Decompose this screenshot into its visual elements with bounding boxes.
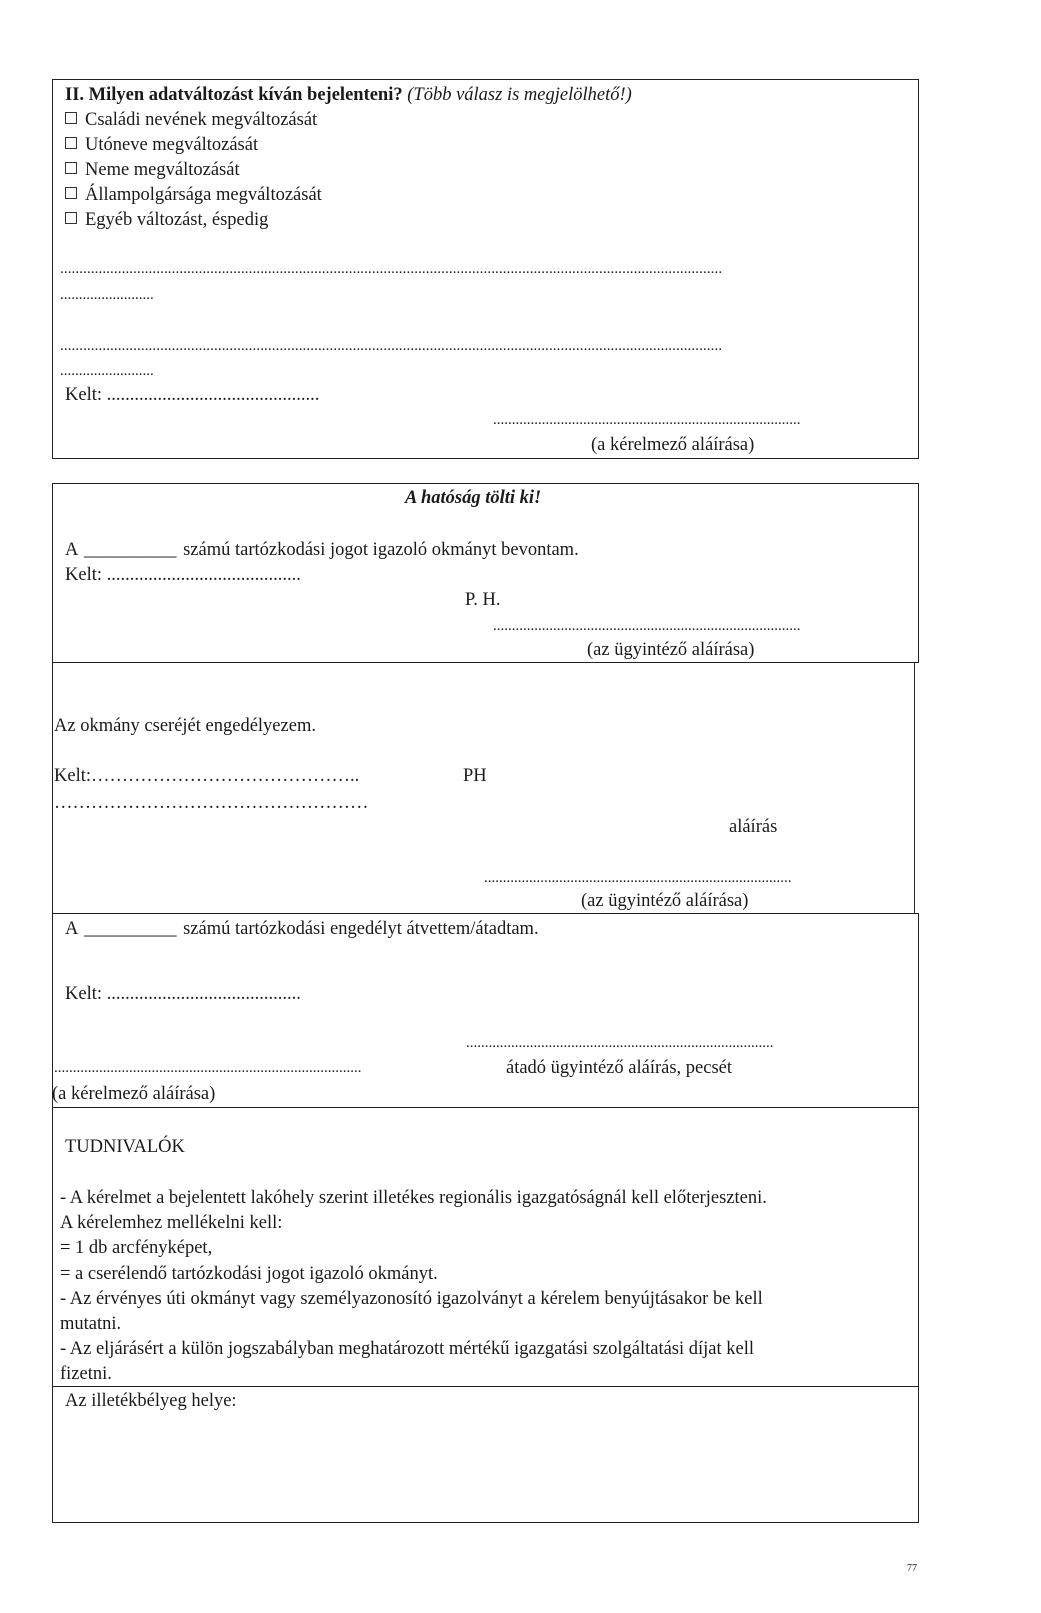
other-details-line-1[interactable]: ............................................................................................................................................................................	[60, 261, 723, 277]
section-heading	[65, 84, 632, 106]
info-line: - Az eljárásért a külön jogszabályban meghatározott mértékű igazgatási szolgáltatási díjat kell	[60, 1339, 755, 1359]
handover-date-field[interactable]: Kelt: ..........................................	[65, 984, 301, 1004]
handover-applicant-signature-line[interactable]: ..................................................................................	[54, 1060, 362, 1076]
date-field[interactable]: Kelt: ..............................................	[65, 385, 320, 405]
checkbox-icon[interactable]	[65, 212, 77, 224]
exchange-signature-line[interactable]: ..................................................................................	[484, 870, 792, 886]
permit-number-field[interactable]: __________	[83, 919, 177, 939]
info-line: mutatni.	[60, 1314, 122, 1334]
handover-clerk-signature-line[interactable]: ..................................................................................	[466, 1035, 774, 1051]
section-heading-text: II. Milyen adatváltozást kíván bejelenteni?	[65, 85, 403, 105]
info-line: - Az érvényes úti okmányt vagy személyazonosító igazolványt a kérelem benyújtásakor be kell	[60, 1289, 763, 1309]
option-gender[interactable]	[65, 159, 240, 181]
stamp-place-label: Az illetékbélyeg helye:	[65, 1391, 237, 1411]
handover-prefix: A	[65, 919, 78, 939]
info-line: A kérelemhez mellékelni kell:	[60, 1213, 283, 1233]
info-line: = 1 db arcfényképet,	[60, 1238, 213, 1258]
option-family-name[interactable]	[65, 109, 317, 131]
applicant-signature-line[interactable]: ..................................................................................	[493, 412, 801, 428]
exchange-dots-line[interactable]: ……………………………………………	[54, 793, 369, 813]
page-number: 77	[907, 1563, 917, 1574]
revoked-prefix: A	[65, 540, 78, 560]
section-handover	[52, 913, 919, 1108]
exchange-signature-caption: (az ügyintéző aláírása)	[581, 891, 749, 911]
revoked-text: számú tartózkodási jogot igazoló okmányt bevontam.	[183, 540, 579, 560]
clerk-signature-line[interactable]: ..................................................................................	[493, 618, 801, 634]
option-label: Egyéb változást, éspedig	[85, 210, 269, 230]
document-number-field[interactable]: __________	[83, 540, 177, 560]
handover-text: számú tartózkodási engedélyt átvettem/átadtam.	[183, 919, 539, 939]
authority-stamp-label: P. H.	[465, 590, 501, 610]
info-line: = a cserélendő tartózkodási jogot igazoló okmányt.	[60, 1264, 438, 1284]
applicant-signature-caption: (a kérelmező aláírása)	[591, 435, 755, 455]
option-label: Családi nevének megváltozását	[85, 110, 318, 130]
exchange-signature-label: aláírás	[729, 817, 778, 837]
info-title: TUDNIVALÓK	[65, 1137, 185, 1157]
option-given-name[interactable]	[65, 134, 258, 156]
info-line: fizetni.	[60, 1364, 112, 1384]
info-line: - A kérelmet a bejelentett lakóhely szerint illetékes regionális igazgatóságnál kell előterjeszteni.	[60, 1188, 767, 1208]
checkbox-icon[interactable]	[65, 187, 77, 199]
option-other[interactable]	[65, 209, 268, 231]
handover-applicant-caption: (a kérelmező aláírása)	[52, 1084, 216, 1104]
authority-date-field[interactable]: Kelt: ..........................................	[65, 565, 301, 585]
revoked-statement	[65, 539, 579, 561]
option-label: Neme megváltozását	[85, 160, 240, 180]
checkbox-icon[interactable]	[65, 162, 77, 174]
option-label: Utóneve megváltozását	[85, 135, 259, 155]
option-label: Állampolgársága megváltozását	[85, 185, 322, 205]
other-details-line-1b[interactable]: .........................	[60, 287, 154, 303]
other-details-line-2[interactable]: ............................................................................................................................................................................	[60, 338, 723, 354]
handover-clerk-caption: átadó ügyintéző aláírás, pecsét	[506, 1058, 733, 1078]
clerk-signature-caption: (az ügyintéző aláírása)	[587, 640, 755, 660]
exchange-date-field[interactable]: Kelt:……………………………………..	[54, 766, 360, 786]
checkbox-icon[interactable]	[65, 112, 77, 124]
section-heading-note: (Több válasz is megjelölhető!)	[407, 85, 632, 105]
exchange-stamp-label: PH	[463, 766, 487, 786]
handover-statement	[65, 918, 539, 940]
other-details-line-2b[interactable]: .........................	[60, 363, 154, 379]
exchange-approval-text: Az okmány cseréjét engedélyezem.	[54, 716, 316, 736]
checkbox-icon[interactable]	[65, 137, 77, 149]
option-citizenship[interactable]	[65, 184, 322, 206]
authority-title: A hatóság tölti ki!	[405, 488, 542, 508]
